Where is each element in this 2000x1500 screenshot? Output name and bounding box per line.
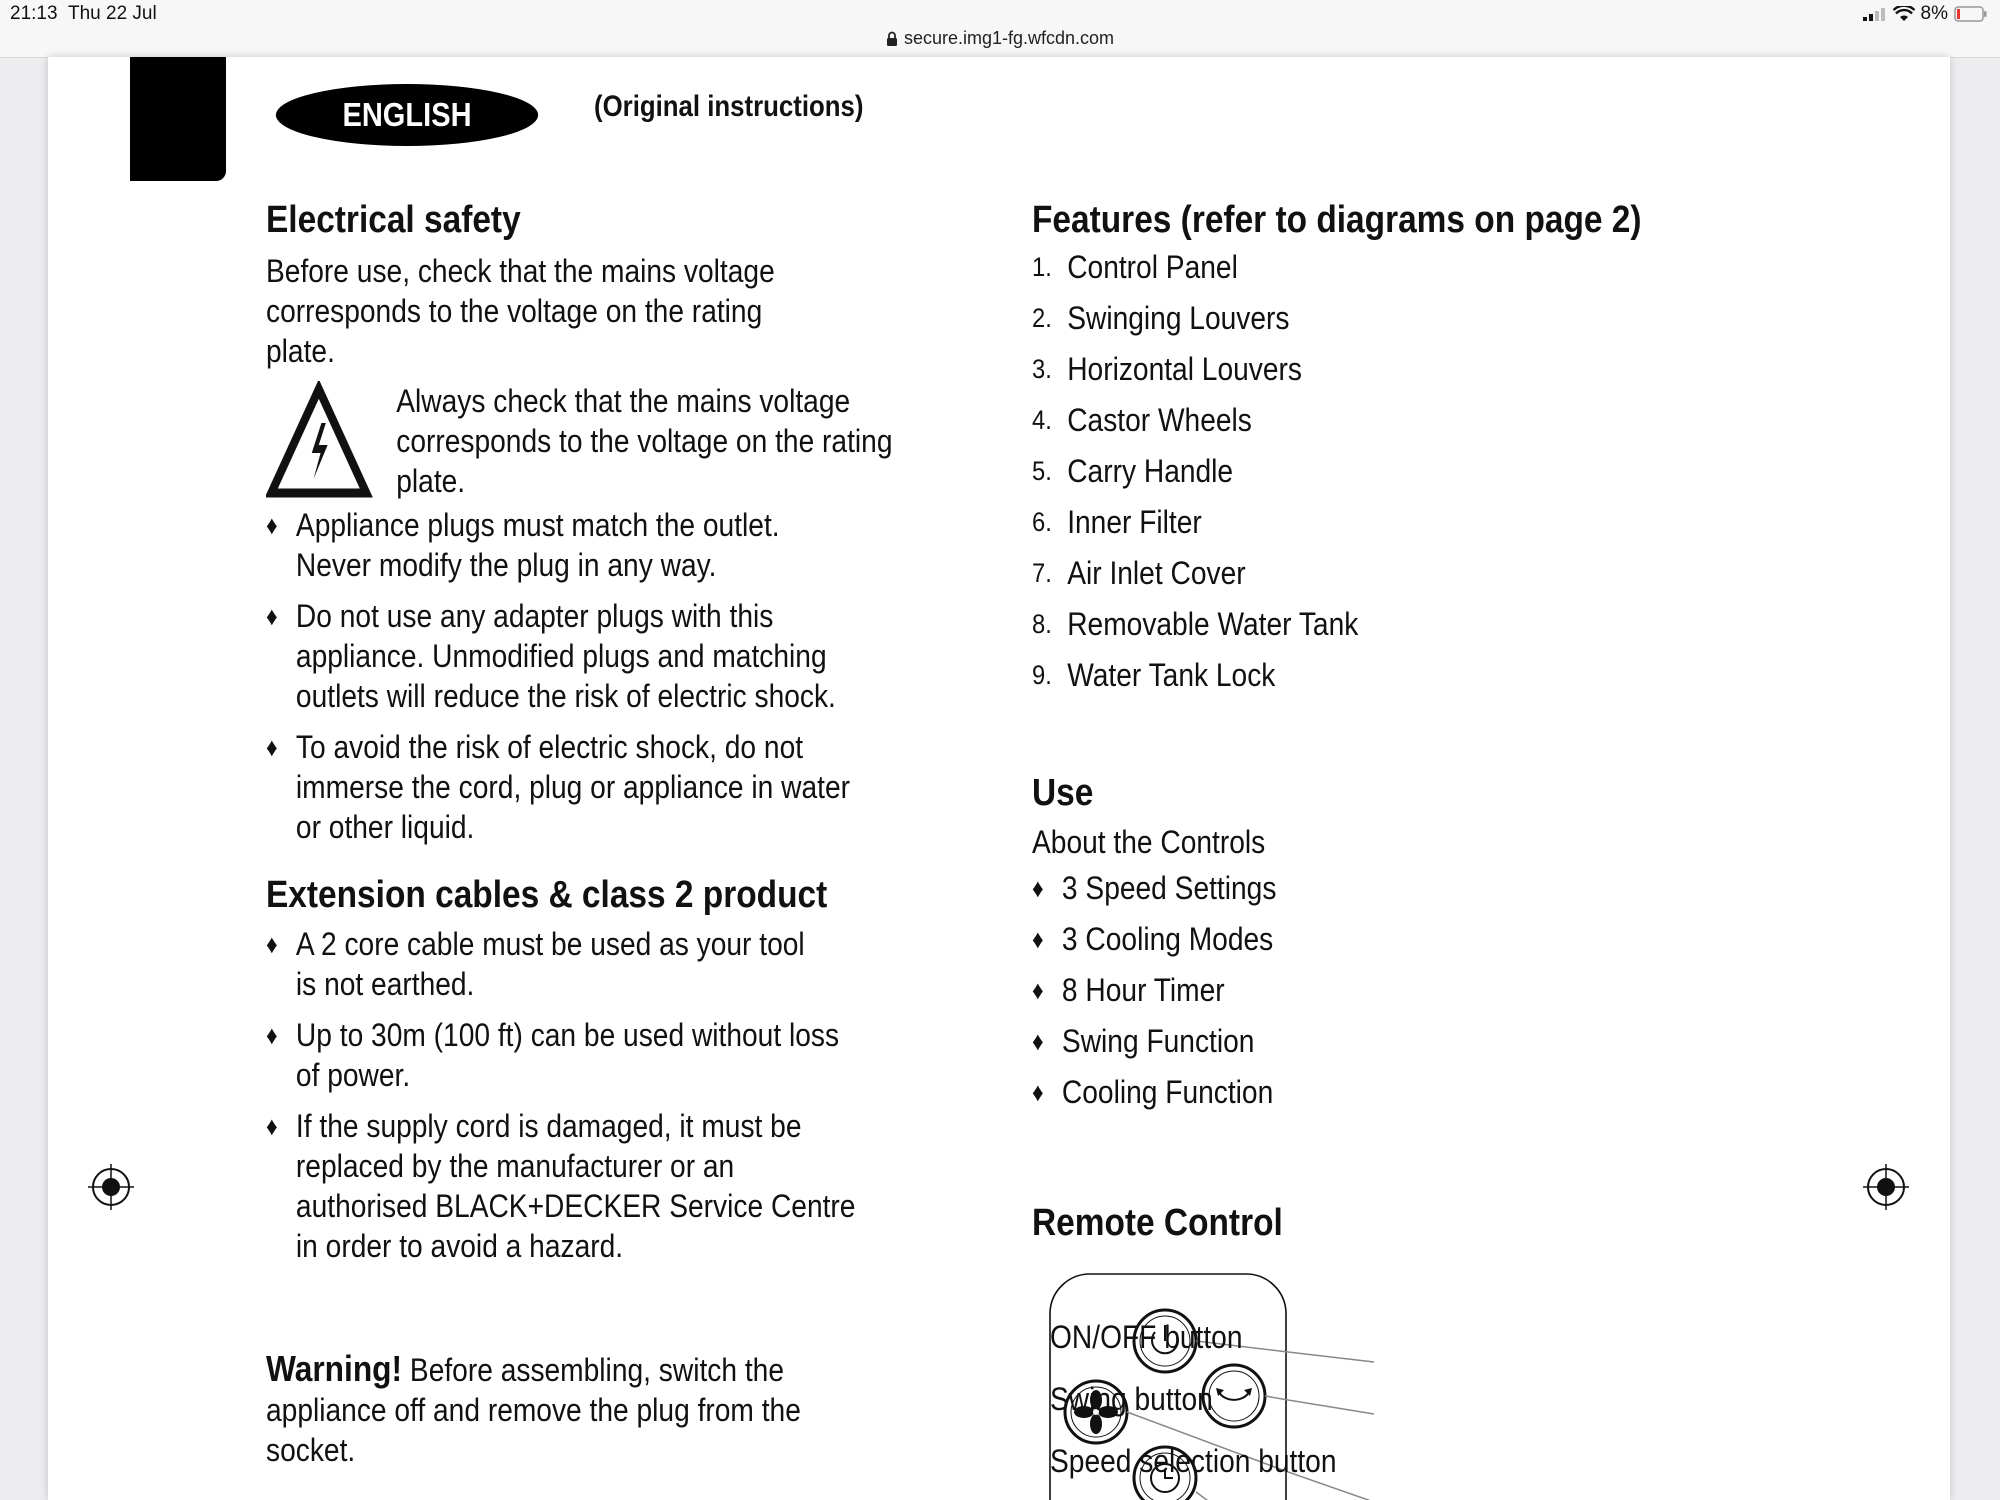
original-instructions-note: (Original instructions) [594,90,864,123]
bullet-text: A 2 core cable must be used as your tool is not earthed. [295,926,805,1002]
wifi-icon [1893,6,1915,22]
item-number: 8. [1032,609,1052,639]
extension-heading: Extension cables & class 2 product [266,874,828,916]
list-item [1032,604,1736,655]
item-label: Removable Water Tank [1067,606,1359,642]
remote-control-heading-wrap [1032,1200,1560,1246]
item-number: 6. [1032,507,1052,537]
bullet-diamond-icon: ♦ [266,510,278,540]
item-number: 4. [1032,405,1052,435]
bullet-diamond-icon: ♦ [1032,1076,1044,1107]
status-indicators [1863,3,1988,25]
list-item [1032,349,1736,400]
list-item [266,727,988,847]
electrical-safety-section [266,197,970,847]
warning-label: Warning! [266,1348,403,1389]
address-bar[interactable] [0,28,2000,49]
warning-text: Before assembling, switch the appliance off and remove the plug from the socket. [266,1352,801,1468]
features-list [1032,247,1736,706]
list-item [1032,964,1736,1015]
controls-list [1032,862,1736,1117]
language-tab-block [130,57,226,181]
item-label: Air Inlet Cover [1067,555,1246,591]
list-item [1032,655,1736,706]
bullet-text: Up to 30m (100 ft) can be used without loss of power. [295,1017,840,1093]
bullet-text: 8 Hour Timer [1061,971,1225,1008]
remote-control-heading: Remote Control [1032,1202,1283,1244]
electrical-safety-intro: Before use, check that the mains voltage corresponds to the voltage on the rating plate. [266,253,775,369]
electrical-safety-bullets [266,505,988,847]
bullet-text: If the supply cord is damaged, it must be replaced by the manufacturer or an authorised BLACK+DECKER Service Centre in order to avoid a hazard. [295,1108,856,1264]
bullet-diamond-icon: ♦ [266,929,278,959]
bullet-text: Appliance plugs must match the outlet. Never modify the plug in any way. [295,507,780,583]
use-subtitle: About the Controls [1032,824,1266,860]
item-label: Swinging Louvers [1067,300,1290,336]
bullet-text: To avoid the risk of electric shock, do not immerse the cord, plug or appliance in water or other liquid. [295,729,851,845]
list-item [1032,553,1736,604]
document-page [48,57,1950,1500]
item-number: 1. [1032,252,1052,282]
item-number: 5. [1032,456,1052,486]
status-date: Thu 22 Jul [68,3,157,24]
bullet-diamond-icon: ♦ [1032,872,1044,903]
status-bar [0,0,2000,58]
battery-icon [1954,6,1988,22]
speed-button-label: Speed selection button [1050,1443,1337,1479]
item-label: Water Tank Lock [1067,657,1276,693]
bullet-diamond-icon: ♦ [1032,1025,1044,1056]
item-number: 7. [1032,558,1052,588]
warning-paragraph [266,1349,988,1470]
bullet-diamond-icon: ♦ [1032,923,1044,954]
list-item [1032,298,1736,349]
list-item [1032,400,1736,451]
item-label: Horizontal Louvers [1067,351,1302,387]
bullet-text: 3 Cooling Modes [1061,920,1274,957]
item-label: Control Panel [1067,249,1238,285]
list-item [1032,247,1736,298]
item-label: Inner Filter [1067,504,1202,540]
list-item [266,505,988,585]
list-item [1032,1066,1736,1117]
list-item [266,596,988,716]
lock-icon [886,31,898,46]
item-label: Castor Wheels [1067,402,1252,438]
bullet-text: Do not use any adapter plugs with this appliance. Unmodified plugs and matching outlets will reduce the risk of electric shock. [295,598,836,714]
left-column [266,197,1046,847]
bullet-diamond-icon: ♦ [1032,974,1044,1005]
item-number: 3. [1032,354,1052,384]
hazard-warning-block [266,381,970,503]
bullet-diamond-icon: ♦ [266,1020,278,1050]
hazard-warning-text: Always check that the mains voltage corresponds to the voltage on the rating plate. [396,383,893,499]
list-item [1032,502,1736,553]
item-number: 9. [1032,660,1052,690]
bullet-diamond-icon: ♦ [266,732,278,762]
onoff-button-label: ON/OFF button [1050,1319,1243,1355]
item-number: 2. [1032,303,1052,333]
list-item [1032,862,1736,913]
list-item [1032,913,1736,964]
signal-icon [1863,7,1887,21]
list-item [266,1106,988,1266]
list-item [266,924,988,1004]
bullet-diamond-icon: ♦ [266,601,278,631]
swing-button-label: Swing button [1050,1381,1213,1417]
list-item [1032,451,1736,502]
features-heading: Features (refer to diagrams on page 2) [1032,199,1642,241]
electrical-safety-heading: Electrical safety [266,199,521,241]
registration-mark-icon [88,1164,134,1210]
use-section [1032,770,1736,1117]
list-item [1032,1015,1736,1066]
extension-section [266,872,988,1266]
language-badge: ENGLISH [276,84,538,146]
use-heading: Use [1032,772,1094,814]
bullet-text: Cooling Function [1061,1073,1274,1110]
url-text: secure.img1-fg.wfcdn.com [903,28,1115,48]
bullet-text: Swing Function [1061,1022,1255,1059]
bullet-text: 3 Speed Settings [1061,869,1277,906]
registration-mark-icon [1863,1164,1909,1210]
bullet-diamond-icon: ♦ [266,1111,278,1141]
battery-percent: 8% [1920,3,1948,24]
list-item [266,1015,988,1095]
item-label: Carry Handle [1067,453,1234,489]
features-section [1032,197,1736,706]
status-time: 21:13 [10,3,58,24]
electric-hazard-icon [266,381,398,503]
